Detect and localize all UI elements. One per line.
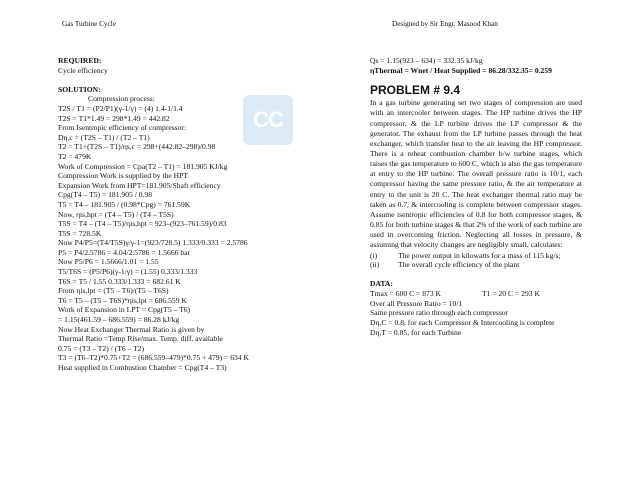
text-line: T5S = T4 – (T4 – T5)/ηis,hpt = 923–(923–761.59)/0.83 [58, 219, 227, 229]
right-column [370, 56, 582, 337]
text-line: T5S = 728.5K [58, 228, 102, 238]
text-line: T6 = T5 – (T5 – T6S)*ηis,lpt = 686.559 K [58, 295, 187, 305]
text-line: T5/T6S = (P5/P6)(γ-1/γ) = (1.55) 0.333/1.333 [58, 267, 198, 277]
text-line: T2S = T1*1.49 = 298*1.49 = 442.82 [58, 113, 170, 123]
header-title: Gas Turbine Cycle [62, 20, 116, 28]
text-line: P5 = P4/2.5786 = 4.04/2.5786 = 1.5666 bar [58, 247, 191, 257]
list-item [370, 260, 582, 270]
text-line: Now, ηis,hpt = (T4 – T5) / (T4 – T5S) [58, 209, 174, 219]
text-line: Now P5/P6 = 1.5666/1.01 = 1.55 [58, 257, 159, 267]
data-line: Dη,C = 0.8, for each Compressor & Intercooling is complete [370, 317, 555, 327]
text-line: Now P4/P5=(T4/T5S)γ/γ-1=(923/728.5) 1.333/0.333 = 2.5786 [58, 238, 248, 248]
thermal-efficiency-line [370, 66, 582, 76]
temperature-row [370, 289, 582, 299]
text-line: T2 = T1+(T2S – T1)/ηs,c = 298+(442.82–298)/0.98 [58, 142, 216, 152]
text-line: Heat supplied in Combustion Chamber = Cpg(T4 – T3) [58, 363, 227, 372]
problem-title: PROBLEM # 9.4 [370, 83, 461, 98]
list-item-text: The overall cycle efficiency of the plant [398, 260, 520, 270]
text-line: T5 = T4 – 181.905 / (0.98*Cpg) = 761.59K [58, 199, 191, 209]
text-line: From Isentropic efficiency of compressor: [58, 123, 187, 133]
spacer [370, 270, 582, 280]
problem-statement: In a gas turbine generating set two stages of compression are used with an intercooler between stages. The HP turbine drives the HP compressor, & the LP turbine drives the LP compressor & the generator. The exhaust from the LP turbine passes through the heat exchanger, which transfer heat to the air leaving the HP compressor. There is a reheat combustion chamber b/w turbine stages, which raises the gas temperature to 600 C, which is also the gas temperature at entry to the HP turbine. The overall pressure ratio is 10/1, each compressor having the same pressure ratio, & the air temperature at entry to the unit is 20 C. The heat exchanger thermal ratio may be taken as 0.7, & intercooling is complete between compressor stages. Assume isentropic efficiencies of 0.8 for both compressor stages, & 0.85 for both turbine stages & that 2% of the work of each turbine are used in overcoming friction. Neglecting all losses in pressure, & assuming that velocity changes are negligibly small, calculates: [370, 98, 582, 250]
list-item-number: (i) [370, 250, 378, 260]
list-item-text: The power output in kilowatts for a mass of 115 kg/s; [398, 250, 561, 260]
list-item-number: (ii) [370, 260, 380, 270]
text-line: Now Heat Exchanger Thermal Ratio is given by [58, 324, 205, 334]
text-line: = 1.15(461.59 – 686.559) = 86.28 kJ/kg [58, 315, 180, 325]
data-heading: DATA: [370, 279, 393, 289]
thermal-efficiency-value: 0.259 [534, 65, 552, 75]
heat-supplied-line: Qs = 1.15(923 – 634) = 332.35 kJ/kg [370, 56, 483, 65]
text-line: Thermal Ratio =Temp Rise/max. Temp. diff. available [58, 334, 223, 344]
t1-value: T1 = 20 C = 293 K [482, 288, 540, 298]
list-item [370, 251, 582, 261]
text-line: T3 = (T6–T2)*0.75+T2 = (686.559–479)*0.75 + 479) = 634 K [58, 353, 249, 363]
header-author: Designed by Sir Engr. Masood Khan [392, 20, 498, 28]
tmax-value: Tmax = 600 C = 873 K [370, 288, 441, 298]
left-column [58, 56, 320, 373]
required-heading: REQUIRED: [58, 56, 102, 65]
text-line: T2S / T1 = (P2/P1)(γ-1/γ) = (4) 1.4-1/1.4 [58, 103, 183, 113]
text-line: Cpg(T4 – T5) = 181.905 / 0.98 [58, 190, 152, 200]
spacer [58, 75, 320, 85]
required-text: Cycle efficiency [58, 65, 108, 75]
text-line: 0.75 = (T3 – T2) / (T6 – T2) [58, 343, 145, 353]
data-line: Same pressure ratio through each compressor [370, 308, 509, 318]
text-line: Expansion Work from HPT=181.905/Shaft efficiency [58, 180, 221, 190]
data-line: Dη,T = 0.85, for each Turbine [370, 327, 462, 337]
text-line: T6S = T5 / 1.55 0.333/1.333 = 682.61 K [58, 276, 181, 286]
data-line: Over all Pressure Ratio = 10/1 [370, 298, 463, 308]
watermark-text: CC [253, 107, 283, 132]
text-line: Work of Expansion in LPT = Cpg(T5 – T6) [58, 305, 191, 315]
text-line: T2 = 479K [58, 151, 92, 161]
solution-heading: SOLUTION: [58, 84, 101, 94]
text-line: Compression process: [88, 94, 155, 104]
text-line: Work of Compression = Cpa(T2 – T1) = 181.905 KJ/kg [58, 161, 228, 171]
text-line: From ηis,lpt = (T5 – T6)/(T5 – T6S) [58, 286, 169, 296]
text-line: Compression Work is supplied by the HPT [58, 171, 189, 181]
text-line: Dη,c = (T2S – T1) / (T2 – T1) [58, 132, 150, 142]
thermal-efficiency-label: ηThermal = Wnet / Heat Supplied = 86.28/332.35= [370, 65, 535, 75]
